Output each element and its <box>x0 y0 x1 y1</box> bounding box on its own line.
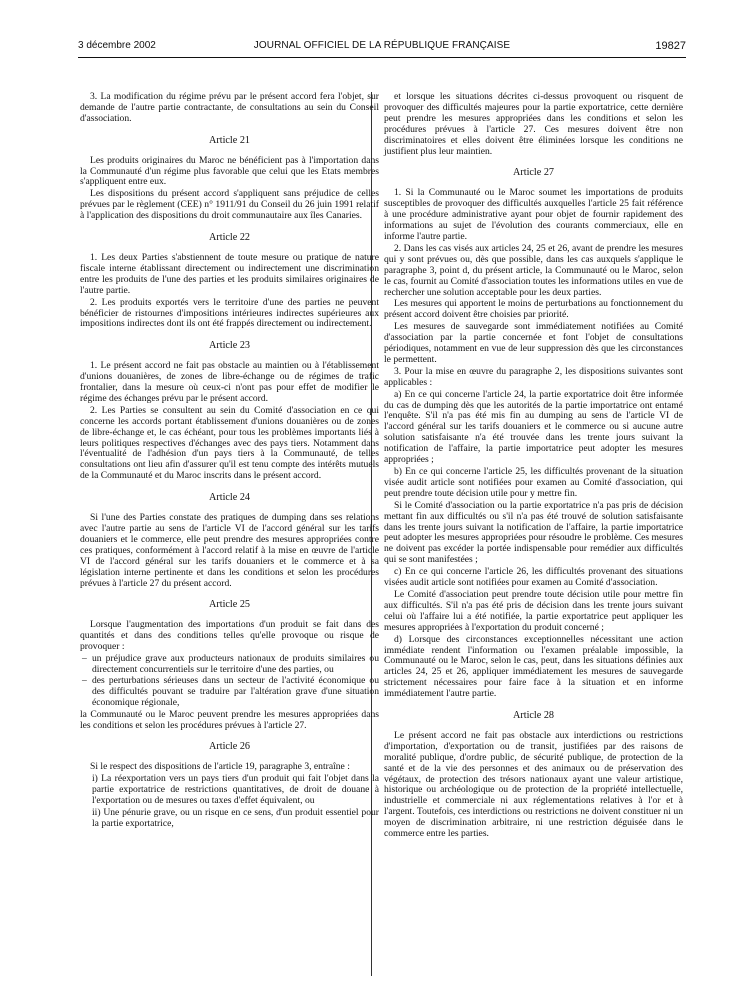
paragraph: Les mesures qui apportent le moins de perturbations au fonctionnement du présent accord doivent être choisies par priorité. <box>384 298 683 321</box>
paragraph: Si le respect des dispositions de l'article 19, paragraphe 3, entraîne : <box>90 761 350 773</box>
paragraph: ii) Une pénurie grave, ou un risque en ce sens, d'un produit essentiel pour la partie exportatrice, <box>92 806 379 829</box>
article-heading: Article 21 <box>208 134 251 146</box>
paragraph: 2. Dans les cas visés aux articles 24, 25 et 26, avant de prendre les mesures qui y sont prévues ou, dès que possible, dans les cas auxquels s'applique le paragraphe 3, point d, du présent article, la Communauté ou le Maroc, selon le cas, fournit au Comité d'association toutes les informations utiles en vue de rechercher une solution acceptable pour les deux parties. <box>384 242 683 298</box>
paragraph: Lorsque l'augmentation des importations d'un produit se fait dans des quantités et dans des conditions telles qu'elle provoque ou risque de provoquer : <box>80 619 379 653</box>
paragraph: Le Comité d'association peut prendre toute décision utile pour mettre fin aux difficultés. S'il n'a pas été pris de décision dans les trente jours suivant celui où l'affaire lui a été notifiée, la partie exportatrice peut appliquer les mesures appropriées à l'exportation du produit concerné ; <box>384 588 683 633</box>
paragraph: 1. Si la Communauté ou le Maroc soumet les importations de produits susceptibles de provoquer des difficultés auxquelles l'article 25 fait référence à une procédure administrative ayant pour objet de fournir rapidement des informations au sujet de l'évolution des courants commerciaux, elle en informe l'autre partie. <box>384 187 683 242</box>
page-header <box>78 40 686 56</box>
article-heading: Article 22 <box>208 232 251 244</box>
paragraph: la Communauté ou le Maroc peuvent prendre les mesures appropriées dans les conditions et selon les procédures prévues à l'article 27. <box>80 708 379 731</box>
paragraph: b) En ce qui concerne l'article 25, les difficultés provenant de la situation visée audit article sont notifiées pour examen au Comité d'association, qui peut prendre toute décision utile pour y mettre fin. <box>384 466 683 499</box>
paragraph: Si l'une des Parties constate des pratiques de dumping dans ses relations avec l'autre partie au sens de l'article VI de l'accord général sur les tarifs douaniers et le commerce, elle peut prendre des mesures appropriées contre ces pratiques, conformément à l'accord relatif à la mise en œuvre de l'article VI de l'accord général sur les tarifs douaniers et le commerce et à sa législation interne pertinente et dans les conditions et selon les procédures prévues à l'article 27 du présent accord. <box>80 512 379 589</box>
paragraph: Si le Comité d'association ou la partie exportatrice n'a pas pris de décision mettant fin aux difficultés ou s'il n'a pas été trouvé de solution satisfaisante dans les trente jours suivant la notification de l'affaire, la partie importatrice peut adopter les mesures appropriées pour résoudre le problème. Ces mesures ne doivent pas excéder la portée indispensable pour remédier aux difficultés qui se sont manifestées ; <box>384 499 683 566</box>
paragraph: Les mesures de sauvegarde sont immédiatement notifiées au Comité d'association par la partie concernée et font l'objet de consultations périodiques, notamment en vue de leur suppression dès que les circonstances le permettent. <box>384 321 683 365</box>
header-date: 3 décembre 2002 <box>78 40 156 51</box>
paragraph: 1. Les deux Parties s'abstiennent de toute mesure ou pratique de nature fiscale interne établissant directement ou indirectement une discrimination entre les produits de l'une des parties et les produits similaires originaires de l'autre partie. <box>80 251 379 296</box>
journal-title: JOURNAL OFFICIEL DE LA RÉPUBLIQUE FRANÇAISE <box>253 40 511 51</box>
article-heading: Article 27 <box>512 167 555 179</box>
paragraph: a) En ce qui concerne l'article 24, la partie exportatrice doit être informée du cas de dumping dès que les autorités de la partie importatrice ont entamé l'enquête. S'il n'a pas été mis fin au dumping au sens de l'article VI de l'accord général sur les tarifs douaniers et le commerce ou si aucune autre solution satisfaisante n'a été trouvée dans les trente jours suivant la notification de l'affaire, la partie importatrice peut adopter les mesures appropriées ; <box>384 388 683 466</box>
paragraph: Les dispositions du présent accord s'appliquent sans préjudice de celles prévues par le règlement (CEE) n° 1911/91 du Conseil du 26 juin 1991 relatif à l'application des dispositions du droit communautaire aux îles Canaries. <box>80 188 379 222</box>
paragraph: 2. Les produits exportés vers le territoire d'une des parties ne peuvent bénéficier de ristournes d'impositions intérieures indirectes supérieures aux impositions indirectes dont ils ont été frappés directement ou indirectement. <box>80 296 379 330</box>
paragraph: i) La réexportation vers un pays tiers d'un produit qui fait l'objet dans la partie exportatrice de restrictions quantitatives, de droit de douane à l'exportation ou de mesures ou taxes d'effet équivalent, ou <box>92 773 379 807</box>
left-column <box>80 92 379 831</box>
paragraph: et lorsque les situations décrites ci-dessus provoquent ou risquent de provoquer des difficultés majeures pour la partie exportatrice, cette dernière peut prendre les mesures appropriées dans les conditions et selon les procédures prévues à l'article 27. Ces mesures doivent être non discriminatoires et elles doivent être éliminées lorsque les conditions ne justifient plus leur maintien. <box>384 91 683 157</box>
header-rule <box>78 57 686 58</box>
paragraph: 3. La modification du régime prévu par le présent accord fera l'objet, sur demande de l'autre partie contractante, de consultations au sein du Conseil d'association. <box>80 91 379 124</box>
article-heading: Article 24 <box>208 492 251 504</box>
paragraph: d) Lorsque des circonstances exceptionnelles nécessitant une action immédiate rendent l'information ou l'examen préalable impossible, la Communauté ou le Maroc, selon le cas, peut, dans les situations définies aux articles 24, 25 et 26, appliquer immédiatement les mesures de sauvegarde strictement nécessaires pour faire face à la situation et en informe immédiatement l'autre partie. <box>384 633 683 700</box>
right-column <box>384 92 683 841</box>
article-heading: Article 23 <box>208 340 251 352</box>
paragraph: 3. Pour la mise en œuvre du paragraphe 2, les dispositions suivantes sont applicables : <box>384 365 683 388</box>
paragraph: 2. Les Parties se consultent au sein du Comité d'association en ce qui concerne les accords portant établissement d'unions douanières ou de zones de libre-échange et, le cas échéant, pour tous les problèmes importants liés à leurs politiques respectives d'échanges avec des pays tiers. Notamment dans l'éventualité de l'adhésion d'un pays tiers à la Communauté, de telles consultations ont lieu afin d'assurer qu'il est tenu compte des intérêts mutuels de la Communauté et du Maroc inscrits dans le présent accord. <box>80 404 379 482</box>
paragraph: c) En ce qui concerne l'article 26, les difficultés provenant des situations visées audit article sont notifiées pour examen au Comité d'association. <box>384 566 683 589</box>
article-heading: Article 26 <box>208 741 251 753</box>
page-number: 19827 <box>655 40 686 52</box>
paragraph: Le présent accord ne fait pas obstacle aux interdictions ou restrictions d'importation, d'exportation ou de transit, justifiées par des raisons de moralité publique, d'ordre public, de sécurité publique, de protection de la santé et de la vie des personnes et des animaux ou de préservation des végétaux, de protection des trésors nationaux ayant une valeur artistique, historique ou archéologique ou de protection de la propriété intellectuelle, industrielle et commerciale ni aux réglementations relatives à l'or et à l'argent. Toutefois, ces interdictions ou restrictions ne doivent constituer ni un moyen de discrimination arbitraire, ni une restriction déguisée dans le commerce entre les parties. <box>384 729 683 840</box>
list-item: – des perturbations sérieuses dans un secteur de l'activité économique ou des difficultés pouvant se traduire par l'altération grave d'une situation économique régionale, <box>80 676 379 709</box>
paragraph: 1. Le présent accord ne fait pas obstacle au maintien ou à l'établissement d'unions douanières, de zones de libre-échange ou de régimes de trafic frontalier, dans la mesure où ceux-ci n'ont pas pour effet de modifier le régime des échanges prévu par le présent accord. <box>80 360 379 404</box>
dash-list <box>80 654 379 709</box>
paragraph: Les produits originaires du Maroc ne bénéficient pas à l'importation dans la Communauté d'un régime plus favorable que celui que les Etats membres s'appliquent entre eux. <box>80 154 379 188</box>
article-heading: Article 28 <box>512 710 555 722</box>
list-item: – un préjudice grave aux producteurs nationaux de produits similaires ou directement concurrentiels sur le territoire d'une des parties, ou <box>80 654 379 676</box>
article-heading: Article 25 <box>208 599 251 611</box>
